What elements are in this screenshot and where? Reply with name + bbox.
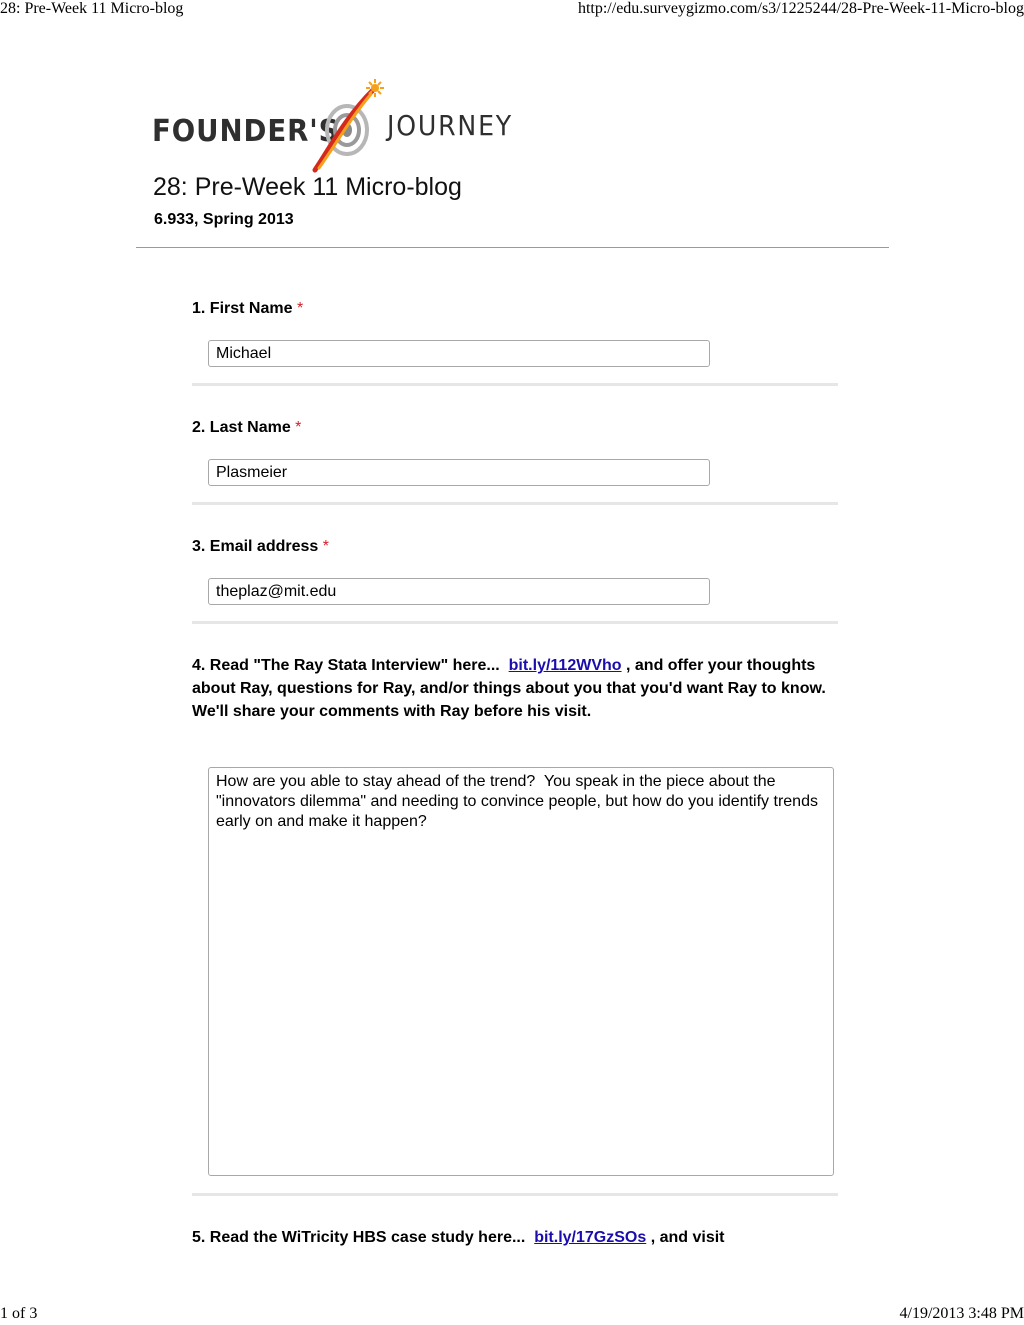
survey-title: 28: Pre-Week 11 Micro-blog bbox=[153, 173, 462, 201]
email-input[interactable]: theplaz@mit.edu bbox=[208, 578, 710, 605]
question-4-text-end: , and offer your thoughts about Ray, questions for Ray, and/or things about you that you'd want Ray to know. We'll share your comments with Ray before his visit. bbox=[192, 657, 826, 720]
required-marker: * bbox=[296, 300, 304, 317]
question-separator bbox=[192, 1193, 838, 1196]
founders-journey-logo bbox=[150, 78, 520, 173]
question-1-label bbox=[192, 297, 832, 320]
question-4-label bbox=[192, 654, 832, 723]
survey-subtitle: 6.933, Spring 2013 bbox=[154, 211, 294, 228]
print-header-title: 28: Pre-Week 11 Micro-blog bbox=[0, 0, 184, 17]
target-arrow-icon bbox=[305, 78, 385, 173]
print-timestamp: 4/19/2013 3:48 PM bbox=[899, 1305, 1024, 1322]
question-2-text: 2. Last Name bbox=[192, 419, 291, 436]
print-header-url: http://edu.surveygizmo.com/s3/1225244/28-Pre-Week-11-Micro-blog bbox=[577, 0, 1024, 17]
last-name-input[interactable]: Plasmeier bbox=[208, 459, 710, 486]
question-3-label bbox=[192, 535, 832, 558]
logo-right-word: JOURNEY bbox=[387, 109, 513, 142]
question-separator bbox=[192, 502, 838, 505]
logo-left-word: FOUNDER'S bbox=[152, 114, 340, 149]
question-4-text-start: 4. Read "The Ray Stata Interview" here... bbox=[192, 657, 500, 674]
question-1-text: 1. First Name bbox=[192, 300, 293, 317]
witricity-case-link[interactable]: bit.ly/17GzSOs bbox=[534, 1229, 647, 1246]
question-5-text-end: , and visit bbox=[650, 1229, 725, 1246]
question-2-label bbox=[192, 416, 832, 439]
first-name-input[interactable]: Michael bbox=[208, 340, 710, 367]
required-marker: * bbox=[295, 419, 302, 436]
required-marker: * bbox=[322, 538, 329, 555]
header-divider bbox=[136, 247, 889, 248]
ray-stata-comments-textarea[interactable]: How are you able to stay ahead of the trend? You speak in the piece about the "innovators dilemma" and needing to convince people, but how do you identify trends early on and make it happen? bbox=[208, 767, 834, 1176]
question-separator bbox=[192, 621, 838, 624]
question-5-text-start: 5. Read the WiTricity HBS case study here... bbox=[192, 1229, 526, 1246]
ray-stata-interview-link[interactable]: bit.ly/112WVho bbox=[508, 657, 622, 674]
question-5-label bbox=[192, 1226, 832, 1249]
question-3-text: 3. Email address bbox=[192, 538, 319, 555]
page-indicator: 1 of 3 bbox=[0, 1305, 38, 1322]
question-separator bbox=[192, 383, 838, 386]
